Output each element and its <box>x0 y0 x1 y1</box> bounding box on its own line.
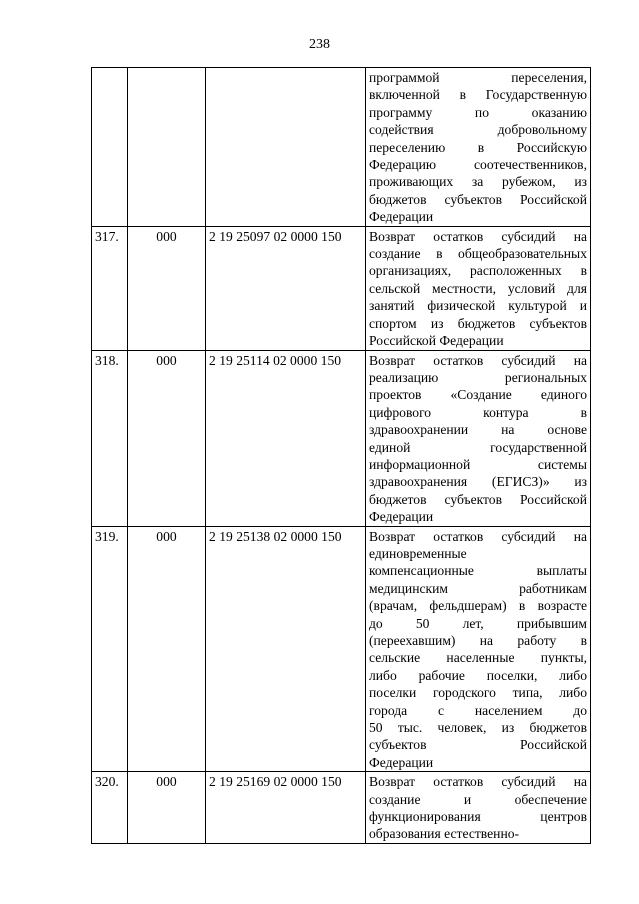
revenue-name <box>366 226 591 350</box>
revenue-name-line: функционирования центров <box>369 809 587 825</box>
revenue-name-line: поселки городского типа, либо <box>369 685 587 701</box>
revenue-name-line: (врачам, фельдшерам) в возрасте <box>369 598 587 614</box>
revenue-name-line: цифрового контура в <box>369 404 587 420</box>
row-number <box>92 68 128 227</box>
revenue-name-line: организациях, расположенных в <box>369 263 587 279</box>
admin-code: 000 <box>128 526 206 772</box>
admin-code: 000 <box>128 772 206 844</box>
revenue-name-line: субъектов Российской <box>369 737 587 753</box>
budget-classification-code: 2 19 25138 02 0000 150 <box>206 526 366 772</box>
revenue-name-line: 50 тыс. человек, из бюджетов <box>369 720 587 736</box>
table-row <box>92 226 591 350</box>
revenue-name-line: бюджетов субъектов Российской <box>369 491 587 507</box>
revenue-name-line: создание и обеспечение <box>369 791 587 807</box>
row-number: 318. <box>92 350 128 526</box>
revenue-name-line: Возврат остатков субсидий на <box>369 774 587 790</box>
row-number: 319. <box>92 526 128 772</box>
budget-classification-code: 2 19 25169 02 0000 150 <box>206 772 366 844</box>
revenue-name-line: сельские населенные пункты, <box>369 650 587 666</box>
revenue-name <box>366 350 591 526</box>
revenue-name-line: Возврат остатков субсидий на <box>369 228 587 244</box>
page-number: 238 <box>309 37 330 52</box>
table-row <box>92 772 591 844</box>
row-number: 320. <box>92 772 128 844</box>
revenue-name-line: переселению в Российскую <box>369 139 587 155</box>
revenue-name-line: сельской местности, условий для <box>369 280 587 296</box>
admin-code: 000 <box>128 350 206 526</box>
revenue-name-line: Возврат остатков субсидий на <box>369 528 587 544</box>
revenue-name-line: медицинским работникам <box>369 580 587 596</box>
budget-classification-code: 2 19 25097 02 0000 150 <box>206 226 366 350</box>
revenue-name-line: здравоохранении на основе <box>369 422 587 438</box>
admin-code <box>128 68 206 227</box>
revenue-name-line: (переехавшим) на работу в <box>369 633 587 648</box>
revenue-name-line: Федерацию соотечественников, <box>369 157 587 173</box>
row-number: 317. <box>92 226 128 350</box>
budget-classification-code: 2 19 25114 02 0000 150 <box>206 350 366 526</box>
revenue-name <box>366 68 591 227</box>
budget-classification-code <box>206 68 366 227</box>
revenue-name-line: занятий физической культурой и <box>369 298 587 314</box>
revenue-name-line: либо рабочие поселки, либо <box>369 667 587 683</box>
revenue-name-line: Федерации <box>369 509 434 525</box>
revenue-name-line: Возврат остатков субсидий на <box>369 352 587 368</box>
table-row <box>92 68 591 227</box>
revenue-name-line: создание в общеобразовательных <box>369 246 587 262</box>
revenue-name-line: компенсационные выплаты <box>369 563 587 579</box>
revenue-name-line: здравоохранения (ЕГИСЗ)» из <box>369 474 587 490</box>
table-row <box>92 350 591 526</box>
table-row <box>92 526 591 772</box>
revenue-name-line: Российской Федерации <box>369 333 504 349</box>
revenue-name-line: проживающих за рубежом, из <box>369 174 587 190</box>
revenue-name-line: программой переселения, <box>369 70 587 85</box>
revenue-name-line: программу по оказанию <box>369 104 587 120</box>
revenue-name-line: города с населением до <box>369 702 587 718</box>
revenue-name-line: проектов «Создание единого <box>369 387 587 403</box>
revenue-name-line: единой государственной <box>369 439 587 455</box>
revenue-name-line: единовременные <box>369 545 467 561</box>
revenue-name-line: содействия добровольному <box>369 122 587 138</box>
revenue-name <box>366 772 591 844</box>
table-body <box>92 68 591 844</box>
revenue-name-line: Федерации <box>369 209 434 225</box>
revenue-name-line: бюджетов субъектов Российской <box>369 191 587 207</box>
revenue-name-line: информационной системы <box>369 456 587 472</box>
revenue-name-line: образования естественно- <box>369 826 520 842</box>
revenue-name-line: спортом из бюджетов субъектов <box>369 315 587 331</box>
admin-code: 000 <box>128 226 206 350</box>
budget-classification-table <box>91 67 591 844</box>
revenue-name-line: до 50 лет, прибывшим <box>369 615 587 631</box>
revenue-name-line: включенной в Государственную <box>369 87 587 103</box>
revenue-name <box>366 526 591 772</box>
revenue-name-line: реализацию региональных <box>369 369 587 385</box>
revenue-name-line: Федерации <box>369 754 434 770</box>
